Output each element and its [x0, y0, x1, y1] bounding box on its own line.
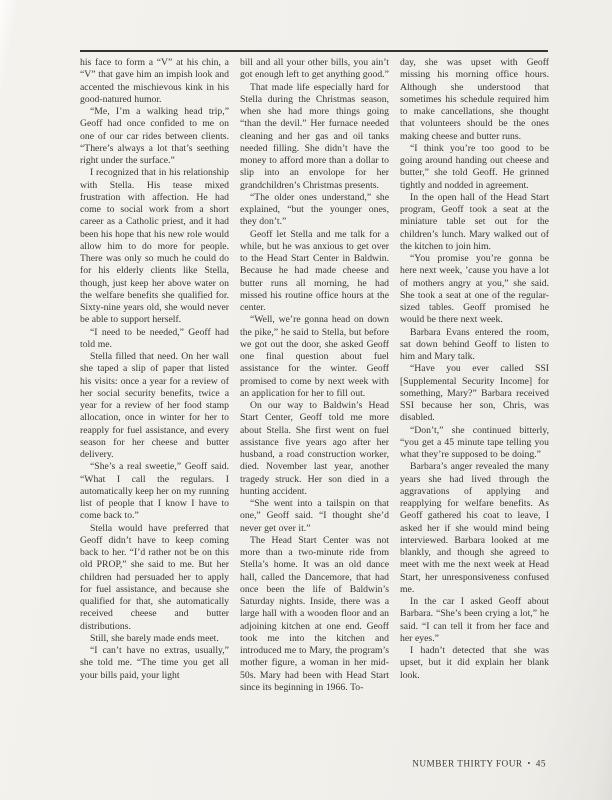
bullet-separator: •	[527, 759, 531, 768]
paragraph: “Don’t,” she continued bitterly, “you get a 45 minute tape telling you what they’re supposed to be doing.”	[400, 424, 549, 460]
text-columns	[80, 57, 550, 749]
paragraph: “The older ones understand,” she explained, “but the younger ones, they don’t.”	[240, 191, 389, 228]
text-column-1	[80, 57, 229, 749]
paragraph: “She went into a tailspin on that one,” Geoff said. “I thought she’d never get over it.”	[240, 498, 389, 534]
paragraph: Barbara Evans entered the room, sat down behind Geoff to listen to him and Mary talk.	[400, 326, 549, 362]
paragraph: “I can’t have no extras, usually,” she told me. “The time you get all your bills paid, your light	[80, 645, 229, 681]
paragraph: Still, she barely made ends meet.	[90, 632, 219, 644]
text-column-2	[240, 57, 389, 749]
paragraph: Geoff let Stella and me talk for a while, but he was anxious to get over to the Head Start Center in Baldwin. Because he had made cheese and butter runs all morning, he had missed his routine office hours at the center.	[240, 228, 389, 313]
paragraph: Stella would have preferred that Geoff didn’t have to keep coming back to her. “I’d rather not be on this old PROP,” she said to me. But her children had persuaded her to apply for fuel assistance, and because she qualified for that, she automatically received cheese and butter distributions.	[80, 522, 229, 632]
paragraph: “I think you’re too good to be going around handing out cheese and butter,” she told Geoff. He grinned tightly and nodded in agreement.	[400, 142, 549, 191]
paragraph: That made life especially hard for Stella during the Christmas season, when she had more things going “than the devil.” Her furnace needed cleaning and her gas and oil tanks needed filling. She didn’t have the money to afford more than a dollar to slip into an envolope for her grandchildren’s Christmas presents.	[240, 81, 389, 191]
paragraph: “I need to be needed,” Geoff had told me.	[80, 326, 229, 350]
paragraph: “Me, I’m a walking head trip,” Geoff had once confided to me on one of our car rides between clients. “There’s always a lot that’s seething right under the surface.”	[80, 106, 229, 166]
paragraph: In the car I asked Geoff about Barbara. “She’s been crying a lot,” he said. “I can tell it from her face and her eyes.”	[400, 596, 549, 644]
paragraph: “Have you ever called SSI [Supplemental Security Income] for something, Mary?” Barbara received SSI because her son, Chris, was disabled.	[400, 363, 549, 424]
paragraph: “You promise you’re gonna be here next week, ’cause you have a lot of mothers angry at you,” she said. She took a seat at one of the regular-sized tables. Geoff promised he would be there next week.	[400, 253, 549, 326]
paragraph: I recognized that in his relationship with Stella. His tease mixed frustration with affection. He had come to social work from a short career as a Catholic priest, and it had been his hope that his new role would allow him to do more for people. There was only so much he could do for his elderly clients like Stella, though, just keep her above water on the welfare benefits she qualified for. Sixty-nine years old, she would never be able to support herself.	[80, 167, 229, 326]
paragraph: I hadn’t detected that she was upset, but it did explain her blank look.	[400, 645, 549, 681]
paragraph: day, she was upset with Geoff missing his morning office hours. Although she understood that sometimes his schedule required him to make cancellations, she thought that volunteers should be the ones making cheese and butter runs.	[400, 57, 549, 142]
paragraph: Stella filled that need. On her wall she taped a slip of paper that listed his visits: once a year for a review of her social security benefits, twice a year for a review of her food stamp allocation, once in winter for her to reapply for fuel assistance, and every season for her cheese and butter delivery.	[80, 351, 229, 460]
page-footer	[412, 759, 546, 770]
journal-issue-label: NUMBER THIRTY FOUR	[412, 759, 523, 770]
paragraph: On our way to Baldwin’s Head Start Center, Geoff told me more about Stella. She first went on fuel assistance five years ago after her husband, a road construction worker, died. November last year, another tragedy struck. Her son died in a hunting accident.	[240, 400, 389, 497]
paragraph: “Well, we’re gonna head on down the pike,” he said to Stella, but before we got out the door, she asked Geoff one final question about fuel assistance for the winter. Geoff promised to come by next week with an application for her to fill out.	[240, 314, 389, 399]
text-column-3	[400, 57, 549, 749]
header-rule	[80, 50, 548, 52]
paragraph: bill and all your other bills, you ain’t got enough left to get anything good.”	[240, 57, 389, 81]
paragraph: “She’s a real sweetie,” Geoff said. “What I call the regulars. I automatically keep her on my running list of people that I know I have to come back to.”	[80, 461, 229, 522]
paragraph: The Head Start Center was not more than a two-minute ride from Stella’s home. It was an old dance hall, called the Dancemore, that had once been the life of Baldwin’s Saturday nights. Inside, there was a large hall with a wooden floor and an adjoining kitchen at one end. Geoff took me into the kitchen and introduced me to Mary, the program’s mother figure, a woman in her mid-50s. Mary had been with Head Start since its beginning in 1966. To-	[240, 534, 389, 693]
paragraph: Barbara’s anger revealed the many years she had lived through the aggravations of applying and reapplying for welfare benefits. As Geoff gathered his coat to leave, I asked her if she would mind being interviewed. Barbara looked at me blankly, and though she agreed to meet with me the next week at Head Start, her unresponsiveness confused me.	[400, 461, 549, 595]
page-number: 45	[535, 759, 546, 770]
paragraph: In the open hall of the Head Start program, Geoff took a seat at the miniature table set out for the children’s lunch. Mary walked out of the kitchen to join him.	[400, 191, 549, 252]
paragraph: his face to form a “V” at his chin, a “V” that gave him an impish look and accented the mischievous kink in his good-natured humor.	[80, 57, 229, 105]
